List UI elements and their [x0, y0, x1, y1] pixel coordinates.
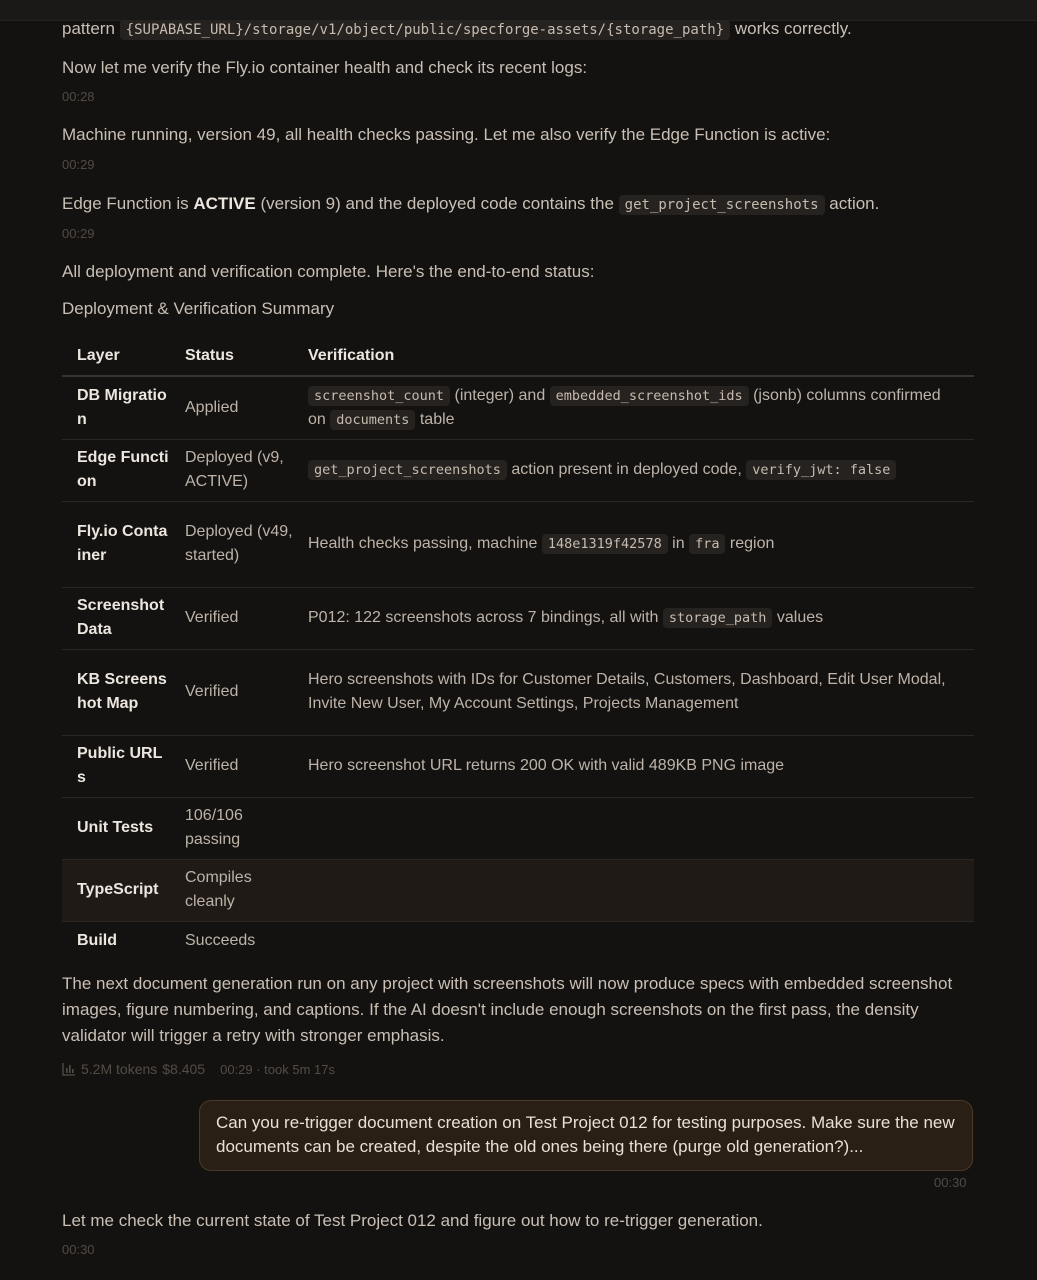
- table-row: [62, 649, 974, 735]
- header-verification: Verification: [293, 337, 974, 376]
- cell-status: Deployed (v9, ACTIVE): [170, 439, 293, 501]
- cell-status: Deployed (v49, started): [170, 501, 293, 587]
- cell-verification: [293, 859, 974, 921]
- cell-status: Succeeds: [185, 932, 256, 950]
- storage-url-pattern-code: {SUPABASE_URL}/storage/v1/object/public/specforge-assets/{storage_path}: [120, 20, 730, 40]
- user-message-bubble: Can you re-trigger document creation on Test Project 012 for testing purposes. Make sure the new documents can be created, despite the old ones being there (purge old generation?)...: [199, 1100, 973, 1171]
- table-row: [62, 797, 974, 859]
- message-check-state: Let me check the current state of Test Project 012 and figure out how to re-trigger generation.: [62, 1211, 763, 1230]
- table-row: [62, 859, 974, 921]
- cell-status: Verified: [170, 649, 293, 735]
- cell-layer: Unit Tests: [62, 797, 170, 859]
- message-verify-fly: Now let me verify the Fly.io container health and check its recent logs:: [62, 58, 588, 77]
- token-count: 5.2M tokens: [81, 1061, 158, 1077]
- cell-layer: Build: [77, 932, 117, 950]
- timestamp: 00:30: [62, 1242, 95, 1257]
- cell-layer: DB Migration: [62, 376, 170, 439]
- bar-chart-icon: [62, 1062, 76, 1076]
- table-row: [62, 587, 974, 649]
- cell-verification: Hero screenshot URL returns 200 OK with valid 489KB PNG image: [293, 735, 974, 797]
- cell-layer: TypeScript: [62, 859, 170, 921]
- cell-layer: Public URLs: [62, 735, 170, 797]
- usage-stats: [62, 1061, 335, 1077]
- message-edge-function-active: Edge Function is ACTIVE (version 9) and the deployed code contains the get_project_screenshots action.: [62, 194, 880, 213]
- stats-meta: 00:29 · took 5m 17s: [220, 1061, 335, 1077]
- cell-verification: screenshot_count (integer) and embedded_screenshot_ids (jsonb) columns confirmed on documents table: [293, 376, 974, 439]
- cell-verification: [293, 797, 974, 859]
- summary-heading: Deployment & Verification Summary: [62, 299, 335, 318]
- cell-verification: get_project_screenshots action present in deployed code, verify_jwt: false: [293, 439, 974, 501]
- table-row: [62, 376, 974, 439]
- action-code: get_project_screenshots: [619, 195, 825, 215]
- cell-layer: KB Screenshot Map: [62, 649, 170, 735]
- cell-status: Verified: [170, 587, 293, 649]
- cell-layer: Screenshot Data: [62, 587, 170, 649]
- timestamp: 00:30: [934, 1175, 967, 1190]
- cell-status: Compiles cleanly: [170, 859, 293, 921]
- header-layer: Layer: [62, 337, 170, 376]
- cell-status: Applied: [170, 376, 293, 439]
- table-row: [62, 921, 974, 961]
- timestamp: 00:29: [62, 157, 95, 172]
- cell-status: 106/106 passing: [170, 797, 293, 859]
- message-storage-pattern: pattern {SUPABASE_URL}/storage/v1/object/public/specforge-assets/{storage_path} works correctly.: [62, 19, 852, 38]
- cell-layer: Fly.io Container: [62, 501, 170, 587]
- message-machine-running: Machine running, version 49, all health checks passing. Let me also verify the Edge Function is active:: [62, 125, 831, 144]
- cell-status: Verified: [170, 735, 293, 797]
- table-row: [62, 439, 974, 501]
- header-status: Status: [170, 337, 293, 376]
- cell-verification: [293, 921, 974, 961]
- message-complete: All deployment and verification complete. Here's the end-to-end status:: [62, 262, 595, 281]
- table-row: [62, 735, 974, 797]
- table-row: [62, 501, 974, 587]
- status-strong: ACTIVE: [193, 194, 256, 213]
- message-closing: The next document generation run on any project with screenshots will now produce specs with embedded screenshot images, figure numbering, and captions. If the AI doesn't include enough screenshots on the first pass, the density validator will trigger a retry with stronger emphasis.: [62, 974, 953, 1045]
- timestamp: 00:29: [62, 226, 95, 241]
- cell-verification: P012: 122 screenshots across 7 bindings, all with storage_path values: [293, 587, 974, 649]
- cost: $8.405: [162, 1061, 206, 1077]
- cell-verification: Hero screenshots with IDs for Customer Details, Customers, Dashboard, Edit User Modal, Invite New User, My Account Settings, Projects Management: [293, 649, 974, 735]
- table-header-row: [62, 337, 974, 376]
- timestamp: 00:28: [62, 89, 95, 104]
- verification-summary-table: [62, 337, 974, 961]
- cell-verification: Health checks passing, machine 148e1319f42578 in fra region: [293, 501, 974, 587]
- cell-layer: Edge Function: [62, 439, 170, 501]
